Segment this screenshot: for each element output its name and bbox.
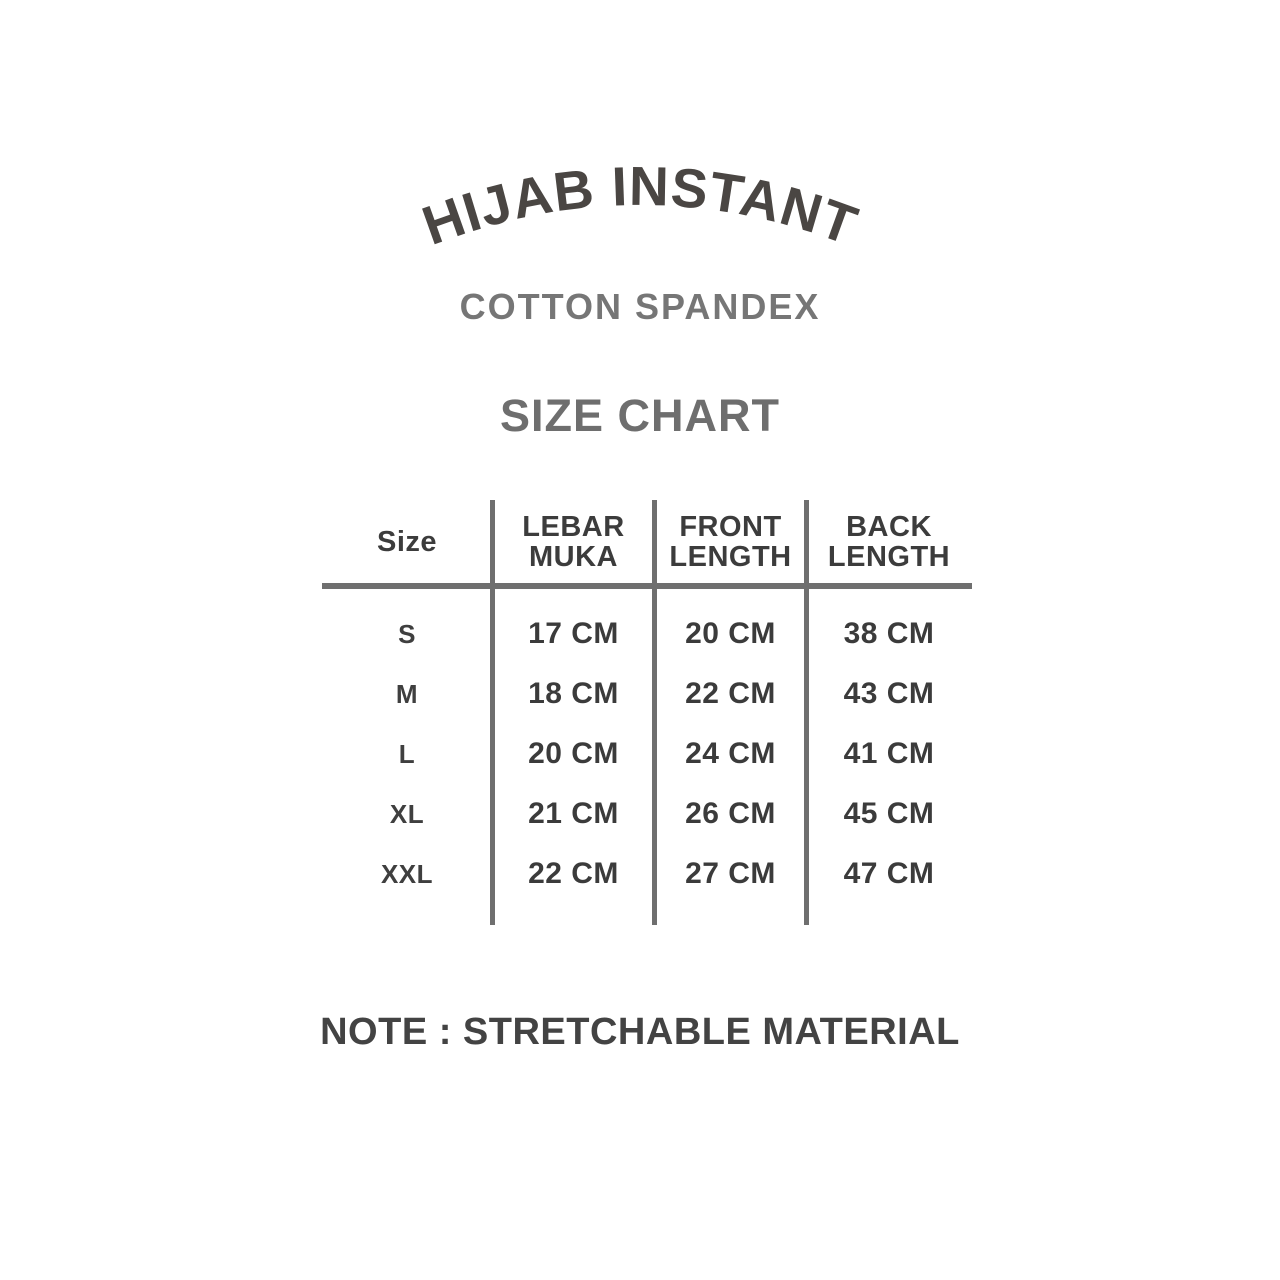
brand-title-text: HIJAB INSTANT: [414, 154, 866, 257]
cell-lebar-muka: 20 CM: [528, 737, 619, 770]
note-text: NOTE : STRETCHABLE MATERIAL: [320, 1011, 960, 1053]
column-header-front-length: [655, 500, 806, 583]
cell-back-length: 38 CM: [843, 617, 935, 650]
cell-back-length: 43 CM: [843, 677, 935, 710]
section-title: SIZE CHART: [500, 390, 780, 441]
column-header-size: [322, 500, 492, 583]
table-row-xxl: [322, 844, 972, 904]
table-row-s: [322, 604, 972, 664]
table-row-l: [322, 724, 972, 784]
cell-lebar-muka: 18 CM: [528, 677, 619, 710]
cell-back-length: 45 CM: [843, 797, 935, 830]
column-header-lebar-muka: [492, 500, 655, 583]
column-header-back-length-line1: BACK: [846, 510, 932, 543]
column-header-lebar-muka-line2: MUKA: [529, 540, 618, 573]
brand-arc-title: [0, 0, 1280, 330]
size-chart-table: [322, 500, 972, 930]
cell-back-length: 47 CM: [843, 857, 935, 890]
svg-text:HIJAB INSTANT: [415, 155, 866, 257]
table-row-xl: [322, 784, 972, 844]
cell-front-length: 20 CM: [685, 617, 776, 650]
cell-back-length: 41 CM: [843, 737, 935, 770]
cell-size: L: [398, 738, 416, 769]
cell-size: M: [395, 678, 419, 709]
table-body: [322, 604, 972, 904]
table-row-m: [322, 664, 972, 724]
table-header-row: [322, 500, 972, 583]
column-header-front-length-line1: FRONT: [679, 510, 782, 543]
column-header-front-length-line2: LENGTH: [669, 540, 792, 573]
column-header-back-length-line2: LENGTH: [827, 540, 951, 573]
cell-front-length: 22 CM: [685, 677, 776, 710]
material-subtitle: COTTON SPANDEX: [459, 286, 821, 327]
cell-front-length: 27 CM: [685, 857, 776, 890]
column-header-size-line1: Size: [376, 525, 438, 558]
cell-lebar-muka: 21 CM: [528, 797, 619, 830]
column-header-lebar-muka-line1: LEBAR: [522, 510, 625, 543]
cell-size: XL: [389, 798, 425, 829]
column-header-back-length: [806, 500, 972, 583]
cell-lebar-muka: 17 CM: [528, 617, 619, 650]
cell-size: S: [398, 618, 416, 649]
cell-size: XXL: [380, 858, 434, 889]
header-divider-line: [322, 583, 972, 589]
cell-front-length: 26 CM: [685, 797, 776, 830]
cell-lebar-muka: 22 CM: [528, 857, 619, 890]
cell-front-length: 24 CM: [685, 737, 776, 770]
